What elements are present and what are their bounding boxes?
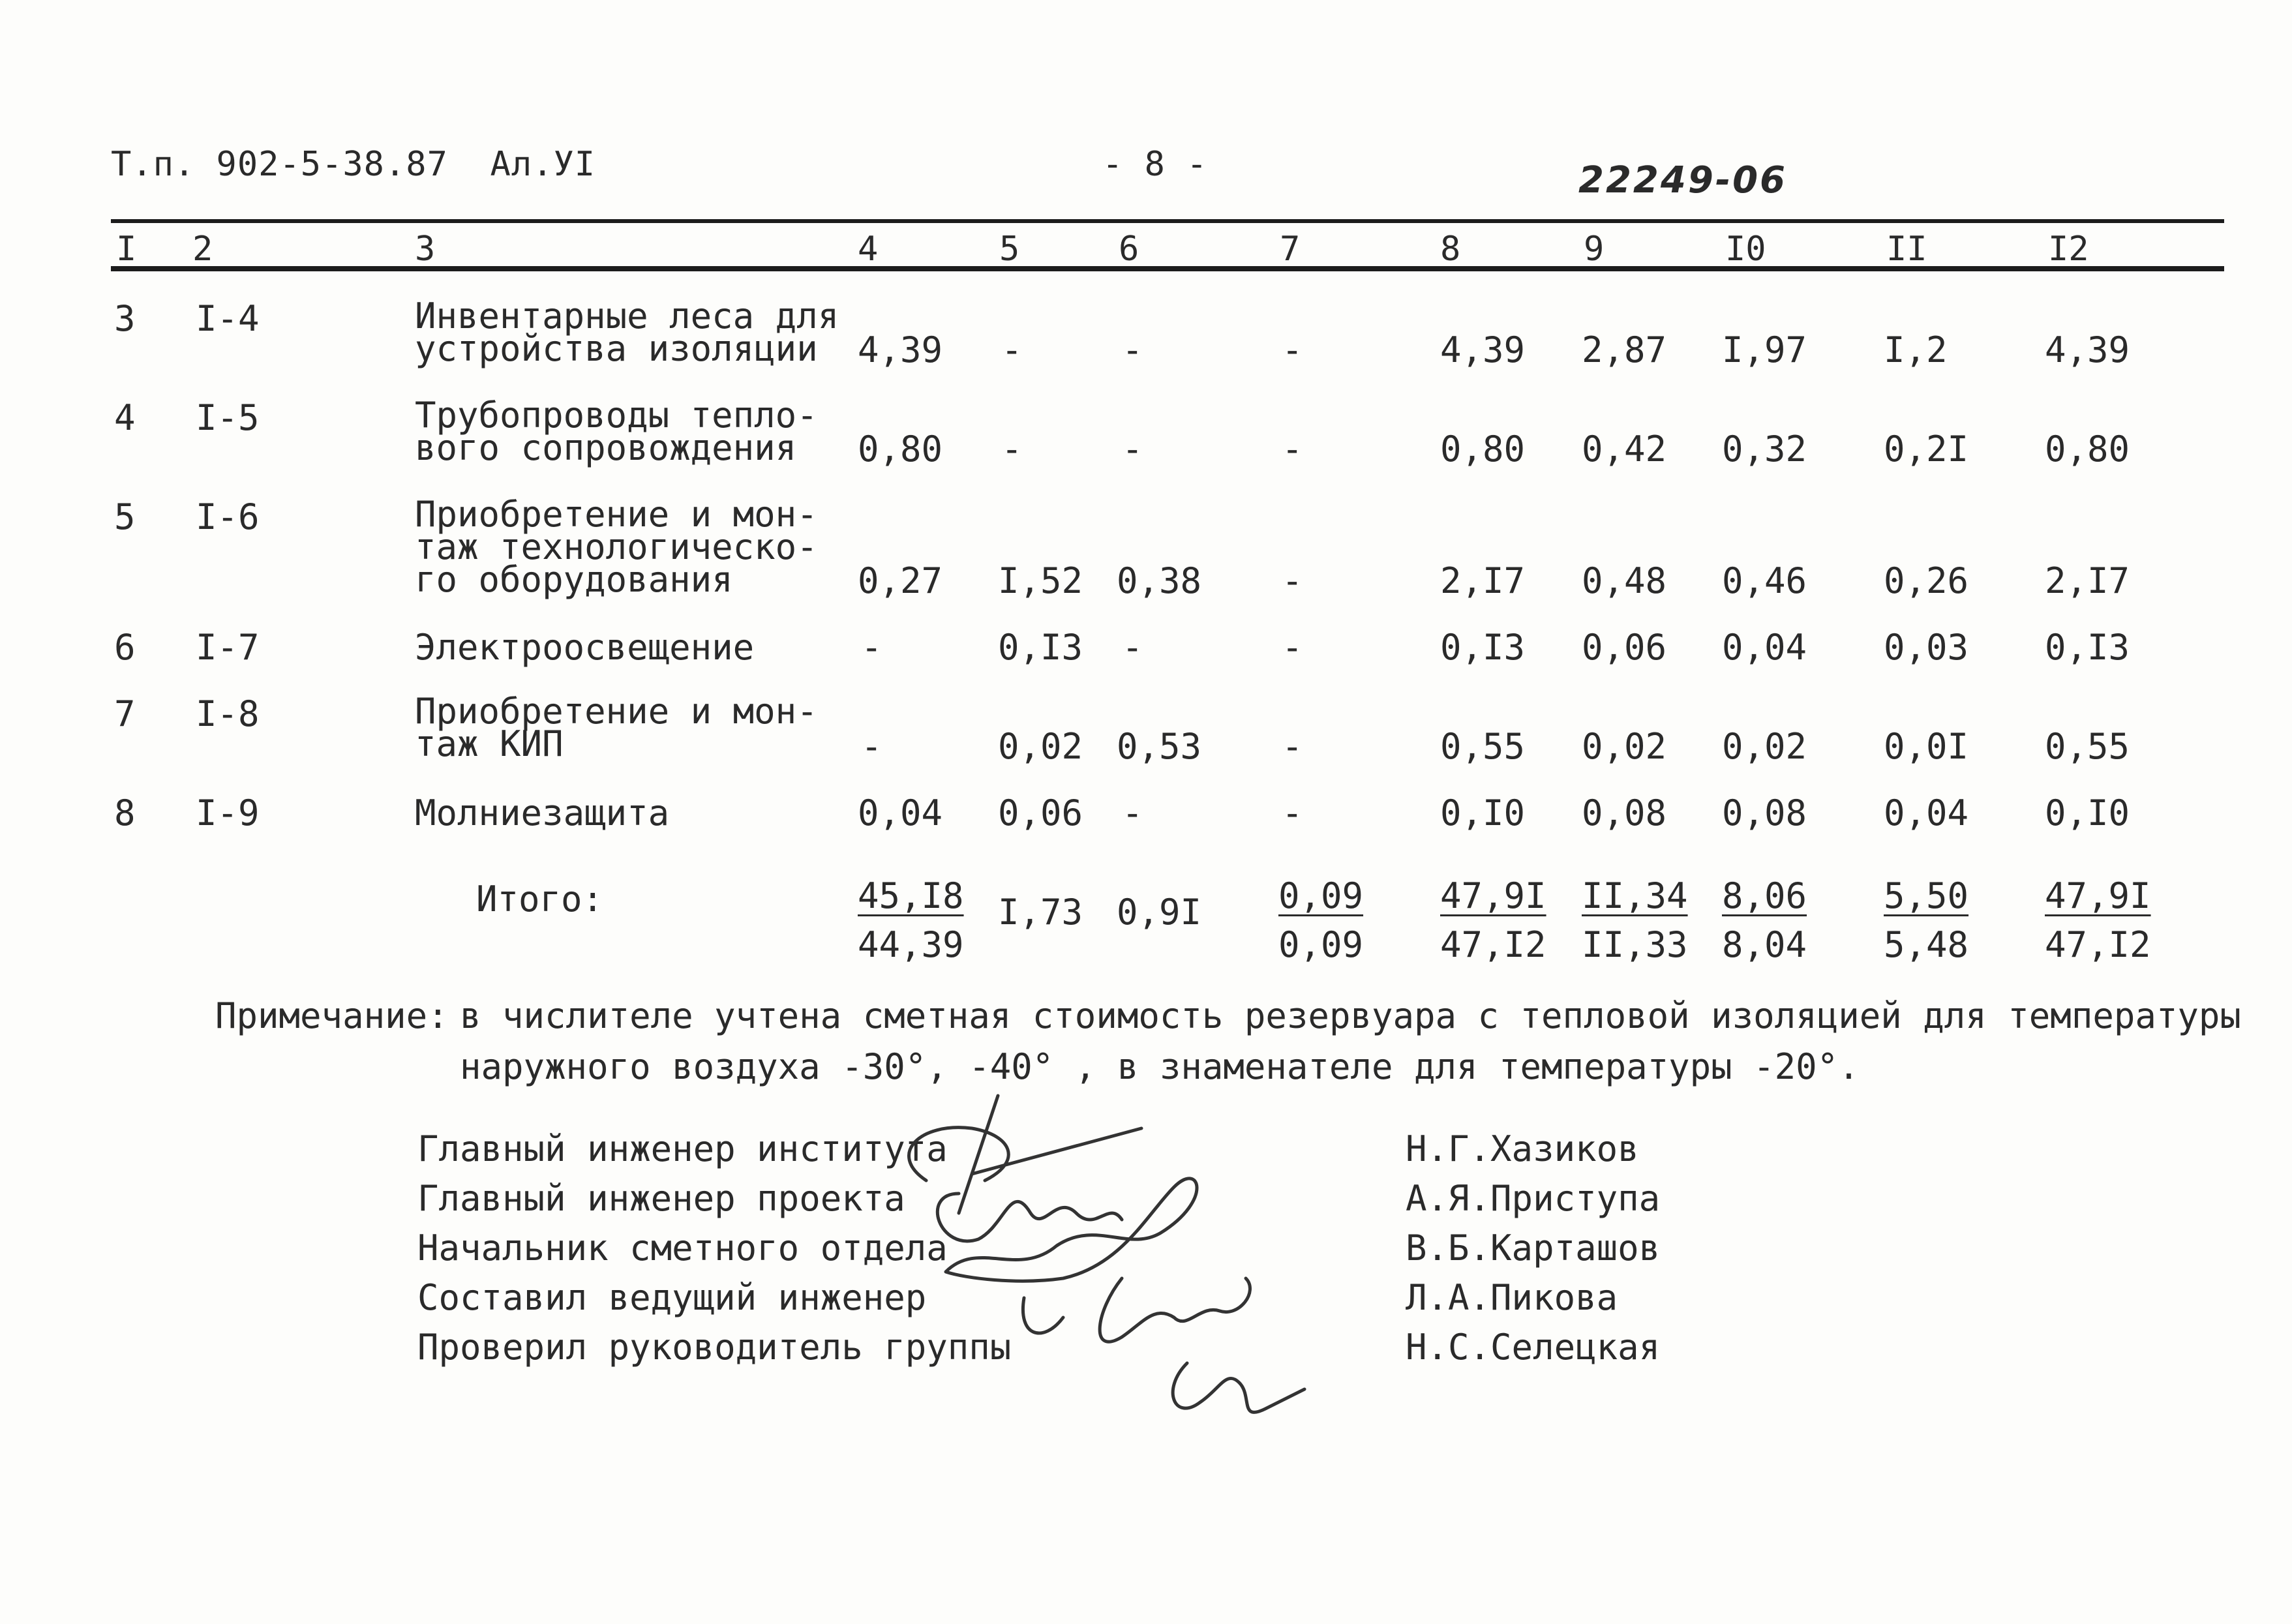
row-description: Трубопроводы тепло- вого сопровождения (415, 395, 818, 468)
cell-col7: - (1282, 429, 1303, 470)
signatory-name: Н.Г.Хазиков (1406, 1128, 1639, 1169)
cell-col11: I,2 (1884, 329, 1948, 370)
row-description: Молниезащита (415, 792, 670, 834)
col-header-1: I (116, 230, 137, 269)
total-col5: I,73 (998, 892, 1083, 933)
cell-col9: 0,06 (1582, 627, 1667, 668)
cell-col6: 0,38 (1117, 560, 1202, 601)
cell-col7: - (1282, 726, 1303, 767)
cell-col4: 0,27 (858, 560, 943, 601)
cell-col8: 0,I3 (1440, 627, 1526, 668)
cell-col4: 0,80 (858, 429, 943, 470)
row-code: I-7 (196, 627, 260, 668)
cell-col8: 0,I0 (1440, 792, 1526, 834)
signatory-role: Главный инженер института (417, 1128, 948, 1169)
row-code: I-8 (196, 693, 260, 734)
signatory-name: В.Б.Карташов (1406, 1227, 1661, 1269)
row-description: Приобретение и мон- таж технологическо- го оборудования (415, 494, 818, 600)
cell-col12: 4,39 (2045, 329, 2130, 370)
total-col10-numerator: 8,06 (1722, 875, 1807, 916)
cell-col7: - (1282, 329, 1303, 370)
cell-col11: 0,0I (1884, 726, 1969, 767)
signatory-role: Проверил руководитель группы (417, 1327, 1012, 1368)
cell-col4: 4,39 (858, 329, 943, 370)
cell-col4: - (861, 726, 882, 767)
row-code: I-4 (196, 298, 260, 339)
cell-col9: 0,48 (1582, 560, 1667, 601)
cell-col5: I,52 (998, 560, 1083, 601)
signatory-role: Составил ведущий инженер (417, 1277, 927, 1318)
total-col11-denominator: 5,48 (1884, 924, 1969, 965)
cell-col6: - (1122, 429, 1143, 470)
signatory-name: Н.С.Селецкая (1406, 1327, 1661, 1368)
total-col10-denominator: 8,04 (1722, 924, 1807, 965)
row-code: I-6 (196, 496, 260, 537)
total-col7-numerator: 0,09 (1278, 875, 1364, 916)
cell-col5: 0,02 (998, 726, 1083, 767)
cell-col9: 0,08 (1582, 792, 1667, 834)
note-line-1: в числителе учтена сметная стоимость резервуара с тепловой изоляцией для температуры (460, 995, 2241, 1036)
total-col8-denominator: 47,I2 (1440, 924, 1546, 965)
total-col4-numerator: 45,I8 (858, 875, 964, 916)
signatory-name: Л.А.Пикова (1406, 1277, 1618, 1318)
cell-col6: 0,53 (1117, 726, 1202, 767)
cell-col5: - (1001, 329, 1023, 370)
cell-col4: 0,04 (858, 792, 943, 834)
signature-3 (946, 1179, 1197, 1281)
signatory-role: Главный инженер проекта (417, 1178, 905, 1219)
row-number: 8 (114, 792, 136, 834)
cell-col11: 0,26 (1884, 560, 1969, 601)
signature-4 (1023, 1278, 1250, 1342)
cell-col5: 0,06 (998, 792, 1083, 834)
cell-col10: I,97 (1722, 329, 1807, 370)
signatory-role: Начальник сметного отдела (417, 1227, 948, 1269)
signatory-name: А.Я.Приступа (1406, 1178, 1661, 1219)
cell-col12: 0,I3 (2045, 627, 2130, 668)
col-header-2: 2 (192, 230, 213, 269)
cell-col8: 0,55 (1440, 726, 1526, 767)
cell-col12: 0,I0 (2045, 792, 2130, 834)
col-header-5: 5 (999, 230, 1020, 269)
cell-col10: 0,46 (1722, 560, 1807, 601)
total-col12-numerator: 47,9I (2045, 875, 2151, 916)
row-number: 5 (114, 496, 136, 537)
col-header-7: 7 (1280, 230, 1301, 269)
cell-col6: - (1122, 792, 1143, 834)
total-col4-denominator: 44,39 (858, 924, 964, 965)
row-code: I-5 (196, 397, 260, 438)
cell-col8: 4,39 (1440, 329, 1526, 370)
signature-1 (909, 1096, 1141, 1213)
doc-number: 22249-06 (1578, 159, 1787, 202)
cell-col9: 2,87 (1582, 329, 1667, 370)
cell-col5: - (1001, 429, 1023, 470)
doc-reference: Т.п. 902-5-38.87 Ал.УI (111, 145, 596, 184)
total-col8-numerator: 47,9I (1440, 875, 1546, 916)
cell-col6: - (1122, 329, 1143, 370)
signature-5 (1173, 1363, 1304, 1412)
col-header-10: I0 (1725, 230, 1766, 269)
note-label: Примечание: (215, 995, 449, 1036)
cell-col12: 0,55 (2045, 726, 2130, 767)
page-marker: - 8 - (1102, 145, 1208, 184)
col-header-9: 9 (1584, 230, 1605, 269)
cell-col11: 0,03 (1884, 627, 1969, 668)
row-number: 6 (114, 627, 136, 668)
row-number: 7 (114, 693, 136, 734)
cell-col12: 2,I7 (2045, 560, 2130, 601)
cell-col5: 0,I3 (998, 627, 1083, 668)
row-description: Приобретение и мон- таж КИП (415, 691, 818, 764)
cell-col12: 0,80 (2045, 429, 2130, 470)
total-col7-denominator: 0,09 (1278, 924, 1364, 965)
total-col12-denominator: 47,I2 (2045, 924, 2151, 965)
cell-col7: - (1282, 560, 1303, 601)
header-rule-top (111, 219, 2224, 223)
note-line-2: наружного воздуха -30°, -40° , в знаменателе для температуры -20°. (460, 1046, 1860, 1087)
cell-col10: 0,32 (1722, 429, 1807, 470)
cell-col9: 0,42 (1582, 429, 1667, 470)
row-code: I-9 (196, 792, 260, 834)
total-col9-numerator: II,34 (1582, 875, 1688, 916)
cell-col4: - (861, 627, 882, 668)
cell-col8: 0,80 (1440, 429, 1526, 470)
cell-col9: 0,02 (1582, 726, 1667, 767)
col-header-6: 6 (1119, 230, 1139, 269)
row-description: Инвентарные леса для устройства изоляции (415, 295, 839, 369)
cell-col10: 0,08 (1722, 792, 1807, 834)
cell-col7: - (1282, 792, 1303, 834)
col-header-3: 3 (415, 230, 436, 269)
row-description: Электроосвещение (415, 627, 755, 668)
cell-col8: 2,I7 (1440, 560, 1526, 601)
row-number: 3 (114, 298, 136, 339)
cell-col10: 0,04 (1722, 627, 1807, 668)
cell-col6: - (1122, 627, 1143, 668)
col-header-11: II (1886, 230, 1927, 269)
col-header-8: 8 (1440, 230, 1461, 269)
row-number: 4 (114, 397, 136, 438)
total-col6: 0,9I (1117, 892, 1202, 933)
cell-col7: - (1282, 627, 1303, 668)
col-header-12: I2 (2048, 230, 2089, 269)
cell-col10: 0,02 (1722, 726, 1807, 767)
cell-col11: 0,04 (1884, 792, 1969, 834)
col-header-4: 4 (858, 230, 879, 269)
total-col9-denominator: II,33 (1582, 924, 1688, 965)
cell-col11: 0,2I (1884, 429, 1969, 470)
total-label: Итого: (476, 879, 604, 920)
total-col11-numerator: 5,50 (1884, 875, 1969, 916)
handwritten-signatures (848, 1083, 1344, 1422)
